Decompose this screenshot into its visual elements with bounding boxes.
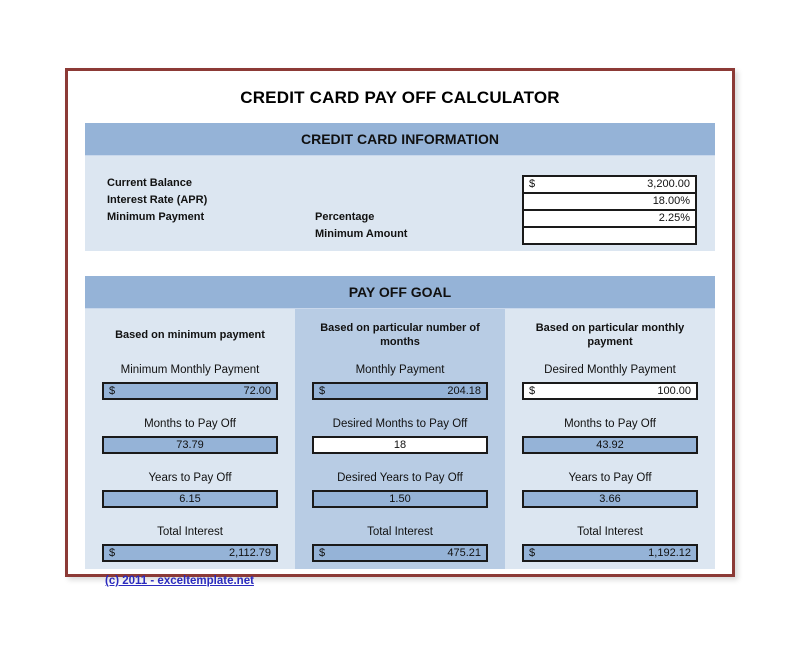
monthly-payment-label: Monthly Payment	[355, 364, 445, 376]
currency-symbol: $	[529, 547, 536, 559]
total-interest-cell	[312, 544, 488, 562]
minimum-monthly-payment-label: Minimum Monthly Payment	[120, 364, 260, 376]
currency-symbol: $	[109, 385, 116, 397]
percentage-label: Percentage	[315, 211, 375, 223]
section-header-pay-off-goal: PAY OFF GOAL	[85, 276, 715, 309]
current-balance-label: Current Balance	[107, 177, 192, 189]
monthly-payment-value: 204.18	[447, 385, 481, 397]
currency-symbol: $	[319, 385, 326, 397]
months-to-pay-off-cell	[102, 436, 278, 454]
years-to-pay-off-value: 6.15	[179, 493, 201, 505]
info-input-cells	[522, 175, 697, 245]
pay-off-goal-columns	[85, 309, 715, 569]
currency-symbol: $	[529, 178, 536, 190]
total-interest-cell	[522, 544, 698, 562]
years-to-pay-off-value: 3.66	[599, 493, 621, 505]
minimum-amount-input[interactable]	[522, 226, 697, 245]
minimum-payment-label: Minimum Payment	[107, 211, 205, 223]
desired-monthly-payment-input[interactable]	[522, 382, 698, 400]
monthly-payment-cell	[312, 382, 488, 400]
months-to-pay-off-label: Months to Pay Off	[144, 418, 236, 430]
percentage-value: 2.25%	[658, 212, 690, 224]
column-header: Based on particular number of months	[320, 322, 480, 348]
years-to-pay-off-cell	[102, 490, 278, 508]
desired-months-to-pay-off-label: Desired Months to Pay Off	[332, 418, 468, 430]
total-interest-label: Total Interest	[577, 526, 643, 538]
minimum-monthly-payment-cell	[102, 382, 278, 400]
total-interest-label: Total Interest	[367, 526, 433, 538]
months-to-pay-off-value: 43.92	[596, 439, 624, 451]
current-balance-value: 3,200.00	[647, 178, 690, 190]
total-interest-cell	[102, 544, 278, 562]
column-number-of-months	[295, 309, 505, 569]
column-minimum-payment	[85, 309, 295, 569]
months-to-pay-off-value: 73.79	[176, 439, 204, 451]
credit-card-information-section	[85, 156, 715, 251]
minimum-amount-label: Minimum Amount	[315, 228, 408, 240]
section-header-credit-card-information: CREDIT CARD INFORMATION	[85, 123, 715, 156]
total-interest-value: 475.21	[447, 547, 481, 559]
page-title: CREDIT CARD PAY OFF CALCULATOR	[240, 88, 560, 107]
exceltemplate-link[interactable]: (c) 2011 - exceltemplate.net	[105, 575, 254, 587]
total-interest-value: 1,192.12	[648, 547, 691, 559]
column-monthly-payment	[505, 309, 715, 569]
currency-symbol: $	[319, 547, 326, 559]
currency-symbol: $	[109, 547, 116, 559]
years-to-pay-off-label: Years to Pay Off	[568, 472, 652, 484]
calculator-frame	[65, 68, 735, 587]
desired-monthly-payment-label: Desired Monthly Payment	[544, 364, 676, 376]
interest-rate-value: 18.00%	[652, 195, 690, 207]
desired-years-to-pay-off-value: 1.50	[389, 493, 411, 505]
column-header: Based on minimum payment	[115, 329, 265, 341]
column-header: Based on particular monthly payment	[535, 322, 685, 348]
desired-months-to-pay-off-input[interactable]	[312, 436, 488, 454]
minimum-monthly-payment-value: 72.00	[243, 385, 271, 397]
section-spacer	[85, 251, 715, 263]
desired-years-to-pay-off-label: Desired Years to Pay Off	[337, 472, 463, 484]
desired-monthly-payment-value: 100.00	[657, 385, 691, 397]
years-to-pay-off-cell	[522, 490, 698, 508]
currency-symbol: $	[529, 385, 536, 397]
years-to-pay-off-label: Years to Pay Off	[148, 472, 232, 484]
footer	[85, 571, 715, 589]
interest-rate-label: Interest Rate (APR)	[107, 194, 208, 206]
total-interest-label: Total Interest	[157, 526, 223, 538]
months-to-pay-off-cell	[522, 436, 698, 454]
desired-years-to-pay-off-cell	[312, 490, 488, 508]
months-to-pay-off-label: Months to Pay Off	[564, 418, 656, 430]
desired-months-to-pay-off-value: 18	[393, 439, 407, 451]
total-interest-value: 2,112.79	[228, 547, 271, 559]
